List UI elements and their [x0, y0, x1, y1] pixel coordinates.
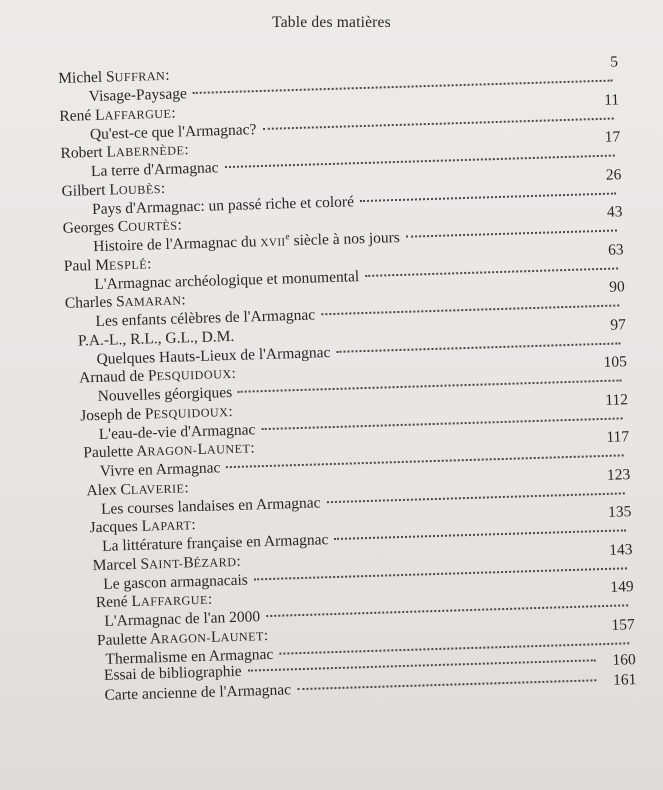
- leader-dots: [224, 154, 614, 169]
- entry-work: Carte ancienne de l'Armagnac: [104, 681, 292, 704]
- leader-dots: [261, 416, 622, 430]
- entry-work: Les courses landaises en Armagnac: [100, 493, 321, 518]
- entry-author: Joseph de PESQUIDOUX:: [80, 402, 233, 424]
- entry-page: 97: [610, 315, 627, 334]
- leader-dots: [297, 678, 596, 690]
- leader-dots: [266, 603, 628, 617]
- entry-author: Arnaud de PESQUIDOUX:: [78, 364, 237, 387]
- entry-author: Marcel SAINT-BÉZARD:: [92, 552, 241, 574]
- leader-dots: [406, 229, 617, 238]
- entry-page: 123: [606, 465, 631, 484]
- entry-work: La terre d'Armagnac: [90, 159, 219, 181]
- entry-page: 117: [606, 428, 630, 446]
- entry-page: 105: [603, 353, 628, 371]
- entry-author: Charles SAMARAN:: [64, 291, 186, 312]
- entry-author: René LAFFARGUE:: [59, 104, 176, 125]
- entry-page: 43: [606, 203, 623, 221]
- entry-work: L'eau-de-vie d'Armagnac: [98, 420, 256, 443]
- entry-work: Nouvelles géorgiques: [97, 383, 233, 405]
- entry-author: Paul MESPLÉ:: [63, 254, 152, 275]
- leader-dots: [326, 491, 624, 503]
- entry-work: Histoire de l'Armagnac du XVIIe siècle à nos jours: [93, 229, 401, 256]
- entry-author: Jacques LAPART:: [89, 516, 196, 537]
- entry-author: P.A.-L., R.L., G.L., D.M.: [77, 327, 235, 350]
- entry-page: 112: [605, 390, 629, 409]
- entry-author: Georges COURTÈS:: [62, 216, 183, 237]
- leader-dots: [262, 116, 613, 129]
- entry-work: Visage-Paysage: [88, 85, 188, 106]
- entry-work: Qu'est-ce que l'Armagnac?: [89, 120, 257, 143]
- entry-author: René LAFFARGUE:: [95, 590, 213, 612]
- leader-dots: [321, 303, 619, 315]
- entry-page: 149: [610, 578, 634, 596]
- entry-page: 143: [608, 540, 633, 559]
- entry-page: 11: [603, 90, 620, 109]
- entry-author: Gilbert LOUBÈS:: [61, 179, 166, 200]
- entry-work: Le gascon armagnacais: [103, 571, 249, 593]
- entry-work: L'Armagnac archéologique et monumental: [94, 267, 360, 293]
- entry-page: 157: [611, 615, 635, 634]
- leader-dots: [193, 79, 613, 94]
- entry-page: 26: [605, 165, 622, 184]
- entry-work: Essai de bibliographie: [103, 662, 242, 684]
- entry-page: 135: [607, 503, 632, 521]
- leader-dots: [360, 191, 616, 202]
- entry-page: 17: [604, 128, 621, 146]
- entry-page: 63: [607, 240, 624, 259]
- entry-author: Alex CLAVERIE:: [86, 478, 189, 499]
- page-title: Table des matières: [272, 14, 391, 31]
- entry-page: 5: [610, 53, 619, 71]
- leader-dots: [226, 453, 623, 468]
- entry-work: Thermalisme en Armagnac: [105, 645, 274, 668]
- table-of-contents: [58, 53, 637, 707]
- leader-dots: [238, 378, 621, 392]
- entry-page: 161: [612, 671, 637, 689]
- entry-work: L'Armagnac de l'an 2000: [104, 608, 261, 630]
- entry-author: Michel SUFFRAN:: [58, 66, 170, 87]
- entry-work: La littérature française en Armagnac: [101, 531, 329, 555]
- entry-work: Vivre en Armagnac: [99, 459, 221, 480]
- entry-work: Les enfants célèbres de l'Armagnac: [95, 306, 316, 330]
- leader-dots: [254, 566, 627, 580]
- leader-dots: [365, 266, 618, 277]
- leader-dots: [336, 341, 620, 352]
- entry-page: 90: [608, 278, 625, 296]
- entry-author: Paulette ARAGON-LAUNET:: [96, 626, 269, 649]
- leader-dots: [248, 658, 596, 671]
- leader-dots: [334, 528, 626, 540]
- entry-work: Quelques Hauts-Lieux de l'Armagnac: [96, 343, 331, 368]
- entry-author: Paulette ARAGON-LAUNET:: [83, 439, 255, 462]
- entry-work: Pays d'Armagnac: un passé riche et coloré: [91, 192, 355, 218]
- entry-page: 160: [612, 651, 636, 669]
- entry-author: Robert LABERNÈDE:: [60, 141, 189, 162]
